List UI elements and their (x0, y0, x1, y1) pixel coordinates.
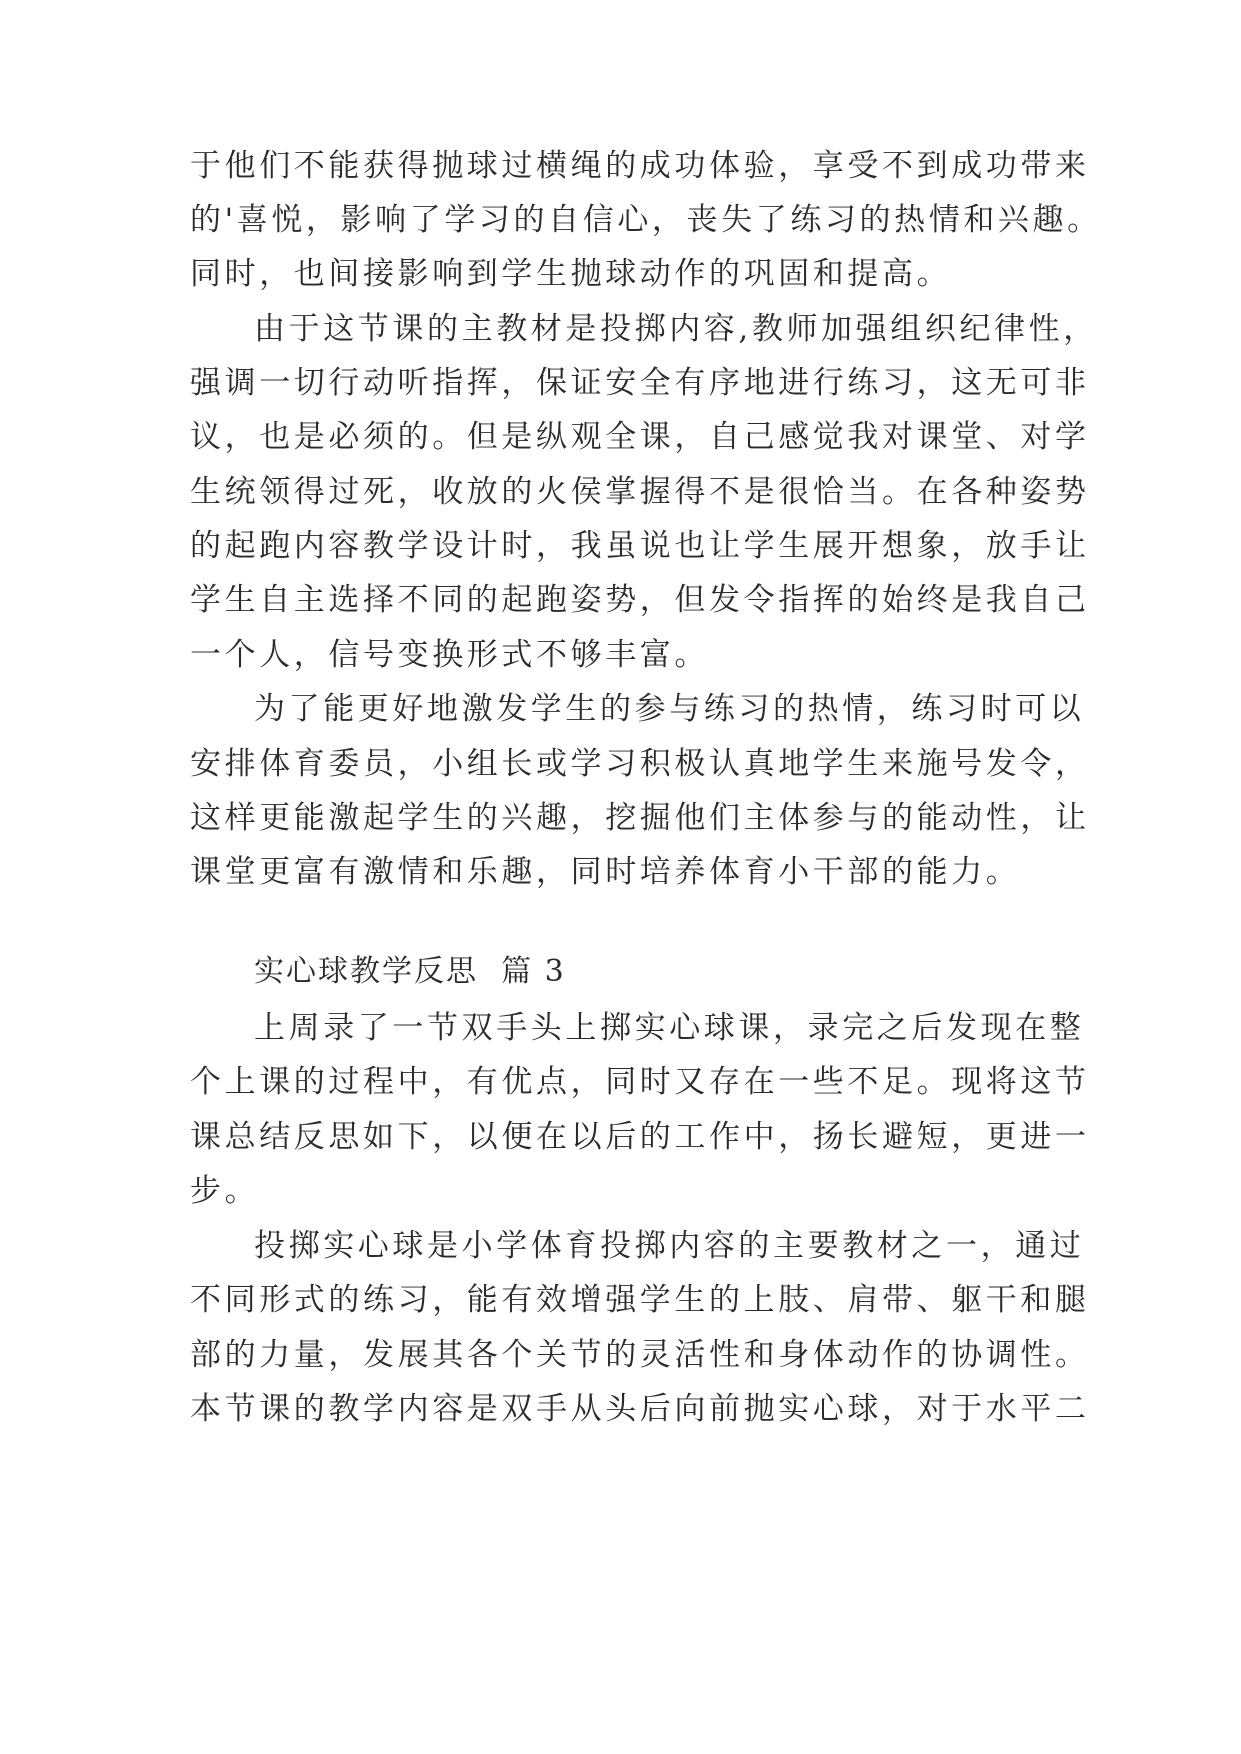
section-heading: 实心球教学反思 篇 3 (254, 954, 566, 989)
text-line: 不同形式的练习，能有效增强学生的上肢、肩带、躯干和腿 (190, 1282, 1090, 1318)
text-line: 安排体育委员，小组长或学习积极认真地学生来施号发令， (190, 746, 1090, 782)
text-line: 个上课的过程中，有优点，同时又存在一些不足。现将这节 (190, 1064, 1090, 1100)
text-line: 本节课的教学内容是双手从头后向前抛实心球，对于水平二 (190, 1391, 1090, 1427)
text-line: 为了能更好地激发学生的参与练习的热情，练习时可以 (254, 691, 1085, 727)
text-line: 课堂更富有激情和乐趣，同时培养体育小干部的能力。 (190, 854, 1021, 890)
text-line: 部的力量，发展其各个关节的灵活性和身体动作的协调性。 (190, 1337, 1090, 1373)
text-line: 一个人，信号变换形式不够丰富。 (190, 637, 709, 673)
text-line: 生统领得过死，收放的火侯掌握得不是很恰当。在各种姿势 (190, 474, 1090, 510)
text-line: 课总结反思如下，以便在以后的工作中，扬长避短，更进一 (190, 1119, 1090, 1155)
text-line: 学生自主选择不同的起跑姿势，但发令指挥的始终是我自己 (190, 582, 1090, 618)
text-line: 由于这节课的主教材是投掷内容,教师加强组织纪律性， (254, 311, 1098, 347)
text-line: 强调一切行动听指挥，保证安全有序地进行练习，这无可非 (190, 365, 1090, 401)
text-line: 于他们不能获得抛球过横绳的成功体验，享受不到成功带来 (190, 148, 1090, 184)
text-line: 投掷实心球是小学体育投掷内容的主要教材之一，通过 (254, 1228, 1085, 1264)
text-line: 步。 (190, 1173, 260, 1209)
text-line: 议，也是必须的。但是纵观全课，自己感觉我对课堂、对学 (190, 419, 1090, 455)
text-line: 这样更能激起学生的兴趣，挖掘他们主体参与的能动性，让 (190, 800, 1090, 836)
text-line: 的'喜悦，影响了学习的自信心，丧失了练习的热情和兴趣。 (190, 202, 1102, 238)
text-line: 同时，也间接影响到学生抛球动作的巩固和提高。 (190, 256, 952, 292)
text-line: 的起跑内容教学设计时，我虽说也让学生展开想象，放手让 (190, 528, 1090, 564)
text-line: 上周录了一节双手头上掷实心球课，录完之后发现在整 (254, 1010, 1085, 1046)
